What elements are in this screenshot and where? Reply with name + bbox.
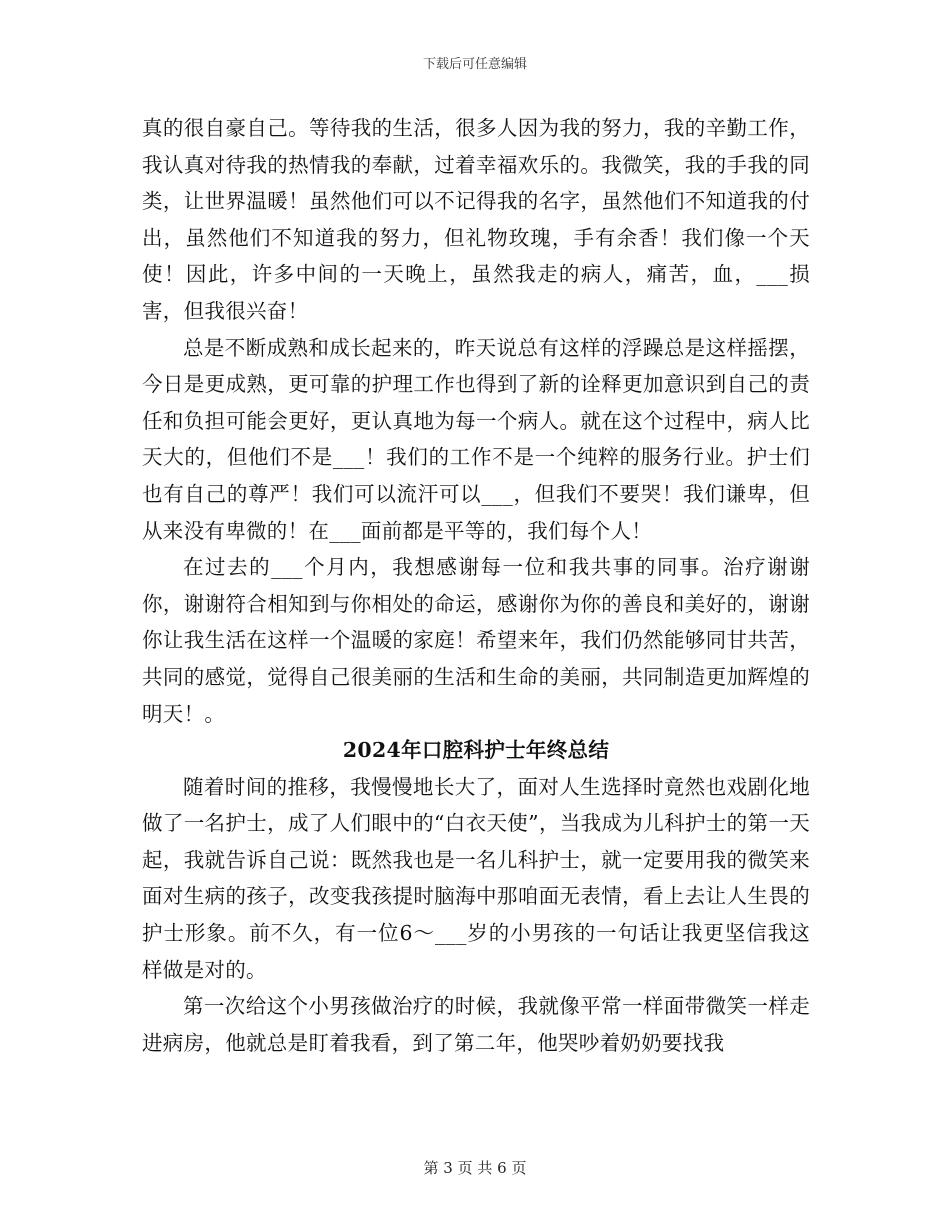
paragraph: 总是不断成熟和成长起来的，昨天说总有这样的浮躁总是这样摇摆，今日是更成熟，更可靠的护理工作也得到了新的诠释更加意识到自己的责任和负担可能会更好，更认真地为每一个病人。就在这个过程中，病人比天大的，但他们不是___！我们的工作不是一个纯粹的服务行业。护士们也有自己的尊严！我们可以流汗可以___，但我们不要哭！我们谦卑，但从来没有卑微的！在___面前都是平等的，我们每个人！ <box>142 335 810 543</box>
paragraph: 随着时间的推移，我慢慢地长大了，面对人生选择时竟然也戏剧化地做了一名护士，成了人们眼中的“白衣天使”，当我成为儿科护士的第一天起，我就告诉自己说：既然我也是一名儿科护士，就一定要用我的微笑来面对生病的孩子，改变我孩提时脑海中那咱面无表情，看上去让人生畏的护士形象。前不久，有一位6～___岁的小男孩的一句话让我更坚信我这样做是对的。 <box>142 774 810 982</box>
page-header: 下载后可任意编辑 <box>422 57 527 72</box>
section-title: 2024年口腔科护士年终总结 <box>342 738 610 763</box>
paragraph: 在过去的___个月内，我想感谢每一位和我共事的同事。治疗谢谢你，谢谢符合相知到与你相处的命运，感谢你为你的善良和美好的，谢谢你让我生活在这样一个温暖的家庭！希望来年，我们仍然能够同甘共苦，共同的感觉，觉得自己很美丽的生活和生命的美丽，共同制造更加辉煌的明天！。 <box>142 555 810 726</box>
document-body <box>142 110 810 1061</box>
page-footer: 第 3 页 共 6 页 <box>423 1159 527 1177</box>
paragraph: 真的很自豪自己。等待我的生活，很多人因为我的努力，我的辛勤工作，我认真对待我的热情我的奉献，过着幸福欢乐的。我微笑，我的手我的同类，让世界温暖！虽然他们可以不记得我的名字，虽然他们不知道我的付出，虽然他们不知道我的努力，但礼物玫瑰，手有余香！我们像一个天使！因此，许多中间的一天晚上，虽然我走的病人，痛苦，血，___损害，但我很兴奋！ <box>142 116 810 323</box>
paragraph: 第一次给这个小男孩做治疗的时候，我就像平常一样面带微笑一样走进病房，他就总是盯着我看，到了第二年，他哭吵着奶奶要找我 <box>142 994 810 1055</box>
